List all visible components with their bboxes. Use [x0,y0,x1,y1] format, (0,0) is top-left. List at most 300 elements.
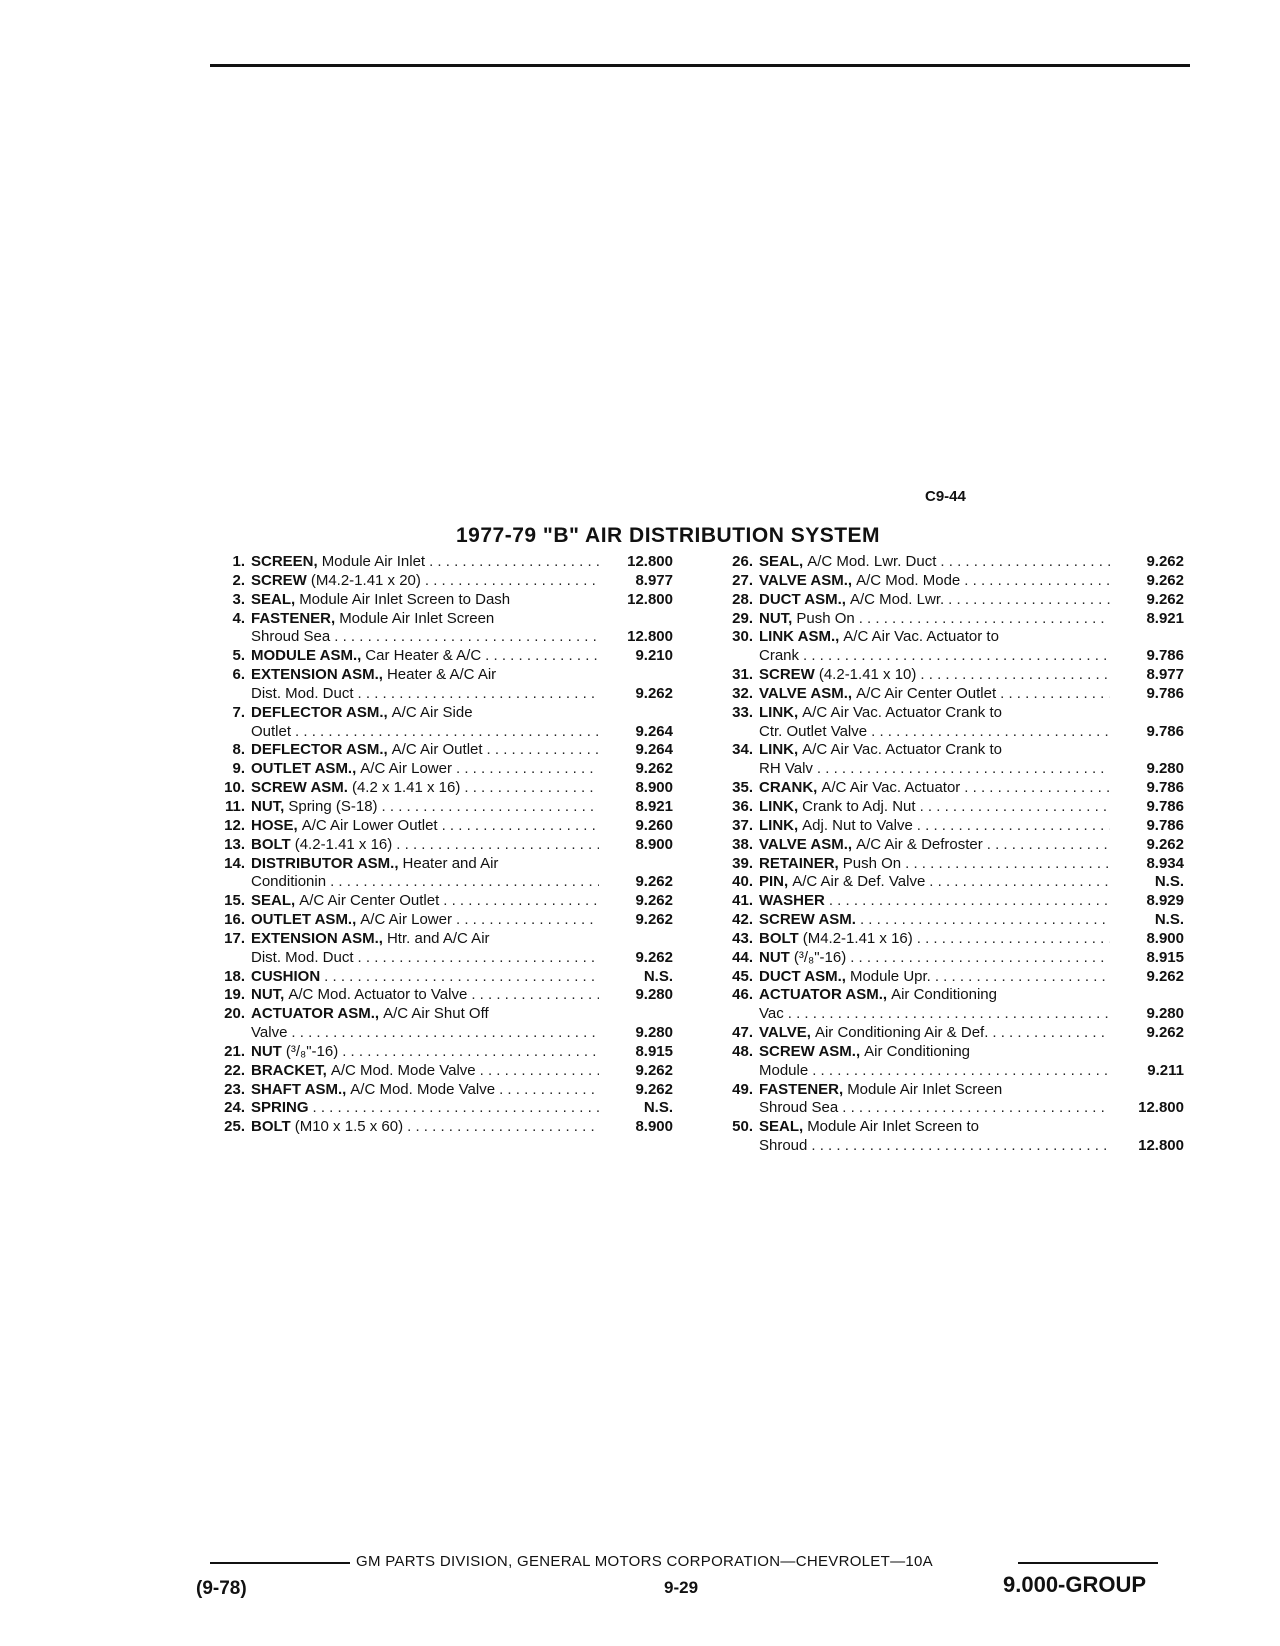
part-text [759,949,1184,968]
group-number: 9.262 [1146,1024,1184,1042]
footer-rule-left [210,1562,350,1564]
part-text [759,873,1184,892]
part-description: Module Air Inlet [321,553,426,570]
part-description: Conditionin [251,873,327,891]
group-number: 9.262 [635,948,673,966]
dot-leader [429,553,599,572]
part-line [251,930,673,949]
part-line [759,760,1184,779]
part-text [759,911,1184,930]
part-name: SCREEN, [251,553,318,570]
part-number: 45. [732,967,753,985]
part-name: LINK, [759,816,799,834]
group-number: 9.262 [1146,967,1184,985]
part-number: 34. [732,741,753,759]
part-number: 20. [224,1005,245,1023]
part-text [251,1099,673,1118]
part-line [251,1043,673,1062]
part-number: 25. [224,1118,245,1136]
part-line [759,1118,1184,1137]
part-entry [198,892,673,911]
part-name: LINK, [759,741,799,759]
part-entry [198,911,673,930]
parts-list-right [706,553,1184,1156]
part-description: A/C Mod. Mode [856,571,961,589]
part-name: VALVE ASM., [759,571,853,589]
part-name: BOLT [251,1118,291,1136]
part-description: (M4.2-1.41 x 16) [802,929,913,947]
part-number: 26. [732,553,753,570]
part-description: A/C Air Center Outlet [299,892,440,910]
part-name: FASTENER, [251,609,336,627]
group-number: 9.262 [635,892,673,910]
part-description: Heater & A/C Air [386,666,497,684]
part-description: (M4.2-1.41 x 20) [310,571,421,589]
part-entry [706,610,1184,629]
part-line [759,911,1184,930]
group-number: 9.211 [1147,1061,1184,1079]
part-line [251,855,673,874]
part-entry [706,911,1184,930]
part-description: RH Valv [759,760,813,778]
part-name: WASHER [759,892,825,910]
part-entry [198,610,673,648]
dot-leader [842,1099,1110,1118]
part-text [251,1062,673,1081]
part-line [251,572,673,591]
part-number: 8. [232,741,245,759]
part-text [759,968,1184,987]
part-name: OUTLET ASM., [251,760,357,778]
part-line [251,911,673,930]
part-description: Module Upr. [849,967,931,985]
dot-leader [860,911,1110,930]
part-number: 17. [224,929,245,947]
part-line [759,685,1184,704]
part-number: 19. [224,986,245,1004]
part-name: CUSHION [251,967,321,985]
group-number: 8.977 [635,571,673,589]
part-name: CRANK, [759,779,818,797]
dot-leader [964,572,1110,591]
part-number: 33. [732,703,753,721]
part-entry [706,628,1184,666]
group-number: 8.915 [635,1042,673,1060]
footer-group: 9.000-GROUP [1003,1572,1147,1597]
dot-leader [334,628,599,647]
part-name: BOLT [251,835,291,853]
part-line [251,553,673,572]
part-text [759,855,1184,874]
group-number: 9.786 [1146,722,1184,740]
part-name: NUT, [759,609,793,627]
part-line [251,779,673,798]
part-description: Shroud Sea [759,1099,839,1117]
part-entry [198,817,673,836]
part-line [251,798,673,817]
part-description: Dist. Mod. Duct [251,948,354,966]
part-text [251,836,673,855]
footer-page-number: 9-29 [664,1578,699,1597]
part-number: 36. [732,797,753,815]
group-number: N.S. [1154,873,1184,891]
part-entry [198,930,673,968]
part-description: Shroud [759,1137,808,1155]
part-text [759,986,1184,1024]
part-text [759,704,1184,742]
part-number: 24. [224,1099,245,1117]
group-number: 9.786 [1146,816,1184,834]
part-description: Air Conditioning [891,986,997,1004]
group-number: 8.921 [1146,609,1184,627]
dot-leader [396,836,599,855]
part-text [251,968,673,987]
part-number: 3. [232,590,245,608]
part-name: BOLT [759,929,799,947]
part-number: 37. [732,816,753,834]
part-text [251,666,673,704]
part-number: 47. [732,1024,753,1042]
dot-leader [935,968,1110,987]
part-description: A/C Air Outlet [391,741,483,759]
group-number: 9.786 [1146,647,1184,665]
part-description: A/C Air Side [391,703,473,721]
part-name: PIN, [759,873,789,891]
group-number: 9.262 [1146,835,1184,853]
dot-leader [456,911,599,930]
part-description: A/C Air Lower [360,911,452,929]
part-line [251,760,673,779]
part-text [251,1118,673,1137]
part-number: 27. [732,571,753,589]
part-text [251,1005,673,1043]
part-text [251,798,673,817]
part-line [251,949,673,968]
part-name: NUT [759,948,790,966]
part-description: (³/₈"-16) [793,948,847,966]
part-line [759,873,1184,892]
group-number: 9.262 [635,873,673,891]
dot-leader [358,685,599,704]
part-line [251,610,673,629]
part-entry [706,591,1184,610]
part-entry [706,553,1184,572]
part-entry [198,836,673,855]
part-text [251,610,673,648]
part-description: A/C Mod. Actuator to Valve [288,986,468,1004]
part-description: Vac [759,1005,784,1023]
part-number: 10. [224,779,245,797]
part-number: 23. [224,1080,245,1098]
part-entry [706,817,1184,836]
part-number: 13. [224,835,245,853]
part-text [251,741,673,760]
part-line [759,836,1184,855]
part-line [759,723,1184,742]
group-number: 9.280 [635,1024,673,1042]
part-entry [706,666,1184,685]
dot-leader [829,892,1110,911]
dot-leader [480,1062,599,1081]
part-text [759,779,1184,798]
parts-list-left [198,553,673,1137]
part-description: Shroud Sea [251,628,331,646]
part-name: ACTUATOR ASM., [251,1005,380,1023]
part-entry [706,1043,1184,1081]
dot-leader [443,892,599,911]
part-line [759,704,1184,723]
group-number: 8.900 [635,779,673,797]
part-text [251,911,673,930]
part-entry [706,930,1184,949]
part-description: Ctr. Outlet Valve [759,722,868,740]
dot-leader [859,610,1110,629]
dot-leader [920,666,1110,685]
part-number: 9. [232,760,245,778]
part-name: SCREW [759,666,815,684]
part-line [251,873,673,892]
part-line [251,1099,673,1118]
part-name: DEFLECTOR ASM., [251,703,388,721]
part-description: Spring (S-18) [288,797,378,815]
part-number: 1. [232,553,245,570]
part-entry [706,779,1184,798]
part-entry [198,1062,673,1081]
part-line [251,968,673,987]
part-entry [706,798,1184,817]
group-number: 9.262 [1146,553,1184,570]
group-number: 9.262 [635,684,673,702]
part-name: SPRING [251,1099,309,1117]
part-number: 22. [224,1061,245,1079]
part-name: DEFLECTOR ASM., [251,741,388,759]
part-line [251,817,673,836]
dot-leader [992,1024,1110,1043]
part-name: DUCT ASM., [759,967,846,985]
part-line [251,1062,673,1081]
footer-date: (9-78) [196,1578,247,1599]
part-text [759,1024,1184,1043]
group-number: N.S. [643,967,673,985]
part-text [759,591,1184,610]
part-entry [198,798,673,817]
part-line [759,855,1184,874]
part-number: 28. [732,590,753,608]
dot-leader [948,591,1110,610]
part-text [251,855,673,893]
part-entry [198,986,673,1005]
part-name: NUT, [251,986,285,1004]
group-number: N.S. [643,1099,673,1117]
dot-leader [330,873,599,892]
group-number: 9.786 [1146,779,1184,797]
part-description: A/C Air Vac. Actuator Crank to [802,703,1002,721]
part-text [759,836,1184,855]
part-line [251,1005,673,1024]
part-description: A/C Air Center Outlet [856,684,997,702]
part-entry [706,892,1184,911]
group-number: 9.262 [1146,590,1184,608]
dot-leader [291,1024,599,1043]
part-text [251,1081,673,1100]
part-name: SHAFT ASM., [251,1080,347,1098]
group-number: 12.800 [627,553,673,570]
part-description: Crank to Adj. Nut [802,797,916,815]
part-line [251,647,673,666]
part-text [759,1081,1184,1119]
dot-leader [940,553,1110,572]
part-line [759,647,1184,666]
footer-publisher: GM PARTS DIVISION, GENERAL MOTORS CORPORATION—CHEVROLET—10A [356,1553,933,1570]
part-line [251,892,673,911]
part-description: Outlet [251,722,292,740]
part-entry [706,572,1184,591]
part-number: 18. [224,967,245,985]
part-number: 35. [732,779,753,797]
group-number: 9.262 [1146,571,1184,589]
part-description: Air Conditioning Air & Def. [814,1024,989,1042]
part-line [759,1062,1184,1081]
part-number: 4. [232,609,245,627]
dot-leader [342,1043,599,1062]
part-name: MODULE ASM., [251,647,362,665]
dot-leader [905,855,1110,874]
part-name: SCREW ASM. [251,779,348,797]
part-description: Heater and Air [402,854,499,872]
part-number: 43. [732,929,753,947]
part-text [759,1043,1184,1081]
part-number: 30. [732,628,753,646]
part-text [759,685,1184,704]
part-number: 14. [224,854,245,872]
group-number: N.S. [1154,911,1184,929]
part-text [251,892,673,911]
part-number: 5. [232,647,245,665]
part-entry [706,968,1184,987]
part-description: Valve [251,1024,288,1042]
dot-leader [471,986,599,1005]
part-text [251,779,673,798]
part-description: Push On [842,854,902,872]
part-number: 32. [732,684,753,702]
part-text [759,553,1184,572]
group-number: 9.262 [635,1061,673,1079]
part-entry [706,741,1184,779]
group-number: 8.929 [1146,892,1184,910]
dot-leader [929,873,1110,892]
dot-leader [382,798,599,817]
dot-leader [464,779,599,798]
part-entry [706,873,1184,892]
part-text [251,591,673,610]
part-text [759,930,1184,949]
part-number: 42. [732,911,753,929]
top-rule [210,64,1190,67]
dot-leader [987,836,1110,855]
part-entry [198,741,673,760]
group-number: 9.262 [635,911,673,929]
part-entry [706,1081,1184,1119]
part-line [759,610,1184,629]
part-description: (³/₈"-16) [285,1042,339,1060]
part-description: (M10 x 1.5 x 60) [294,1118,404,1136]
dot-leader [850,949,1110,968]
part-entry [198,1081,673,1100]
figure-code: C9-44 [925,488,966,505]
part-entry [706,685,1184,704]
part-name: FASTENER, [759,1080,844,1098]
dot-leader [358,949,599,968]
part-description: A/C Mod. Lwr. Duct [807,553,937,570]
part-description: Dist. Mod. Duct [251,684,354,702]
part-line [251,591,673,610]
page-title: 1977-79 "B" AIR DISTRIBUTION SYSTEM [456,524,881,547]
part-entry [706,1024,1184,1043]
part-line [759,1137,1184,1156]
group-number: 9.280 [635,986,673,1004]
part-number: 2. [232,571,245,589]
dot-leader [917,817,1110,836]
group-number: 9.262 [635,1080,673,1098]
dot-leader [920,798,1110,817]
part-line [251,666,673,685]
part-name: ACTUATOR ASM., [759,986,888,1004]
dot-leader [442,817,599,836]
group-number: 8.900 [1146,929,1184,947]
part-number: 31. [732,666,753,684]
part-entry [198,647,673,666]
part-entry [706,855,1184,874]
part-name: HOSE, [251,816,298,834]
dot-leader [803,647,1110,666]
part-entry [706,986,1184,1024]
part-line [759,1005,1184,1024]
part-line [759,798,1184,817]
part-entry [198,591,673,610]
footer-rule-right [1018,1562,1158,1564]
part-description: A/C Mod. Lwr. [849,590,945,608]
part-line [759,986,1184,1005]
part-name: VALVE ASM., [759,684,853,702]
part-entry [198,760,673,779]
part-line [251,741,673,760]
part-line [759,591,1184,610]
part-text [759,892,1184,911]
dot-leader [313,1099,599,1118]
part-number: 49. [732,1080,753,1098]
part-name: NUT [251,1042,282,1060]
group-number: 9.262 [635,760,673,778]
part-text [759,741,1184,779]
part-line [759,741,1184,760]
part-line [251,1118,673,1137]
group-number: 8.934 [1146,854,1184,872]
part-name: LINK, [759,703,799,721]
part-name: SEAL, [251,590,296,608]
group-number: 9.280 [1146,760,1184,778]
part-description: Module Air Inlet Screen [339,609,495,627]
dot-leader [812,1062,1110,1081]
part-description: A/C Air Vac. Actuator to [843,628,999,646]
group-number: 9.260 [635,816,673,834]
part-text [251,704,673,742]
part-text [759,628,1184,666]
part-description: Module Air Inlet Screen to [807,1118,979,1136]
part-name: VALVE ASM., [759,835,853,853]
dot-leader [964,779,1110,798]
part-line [759,817,1184,836]
group-number: 12.800 [627,590,673,608]
